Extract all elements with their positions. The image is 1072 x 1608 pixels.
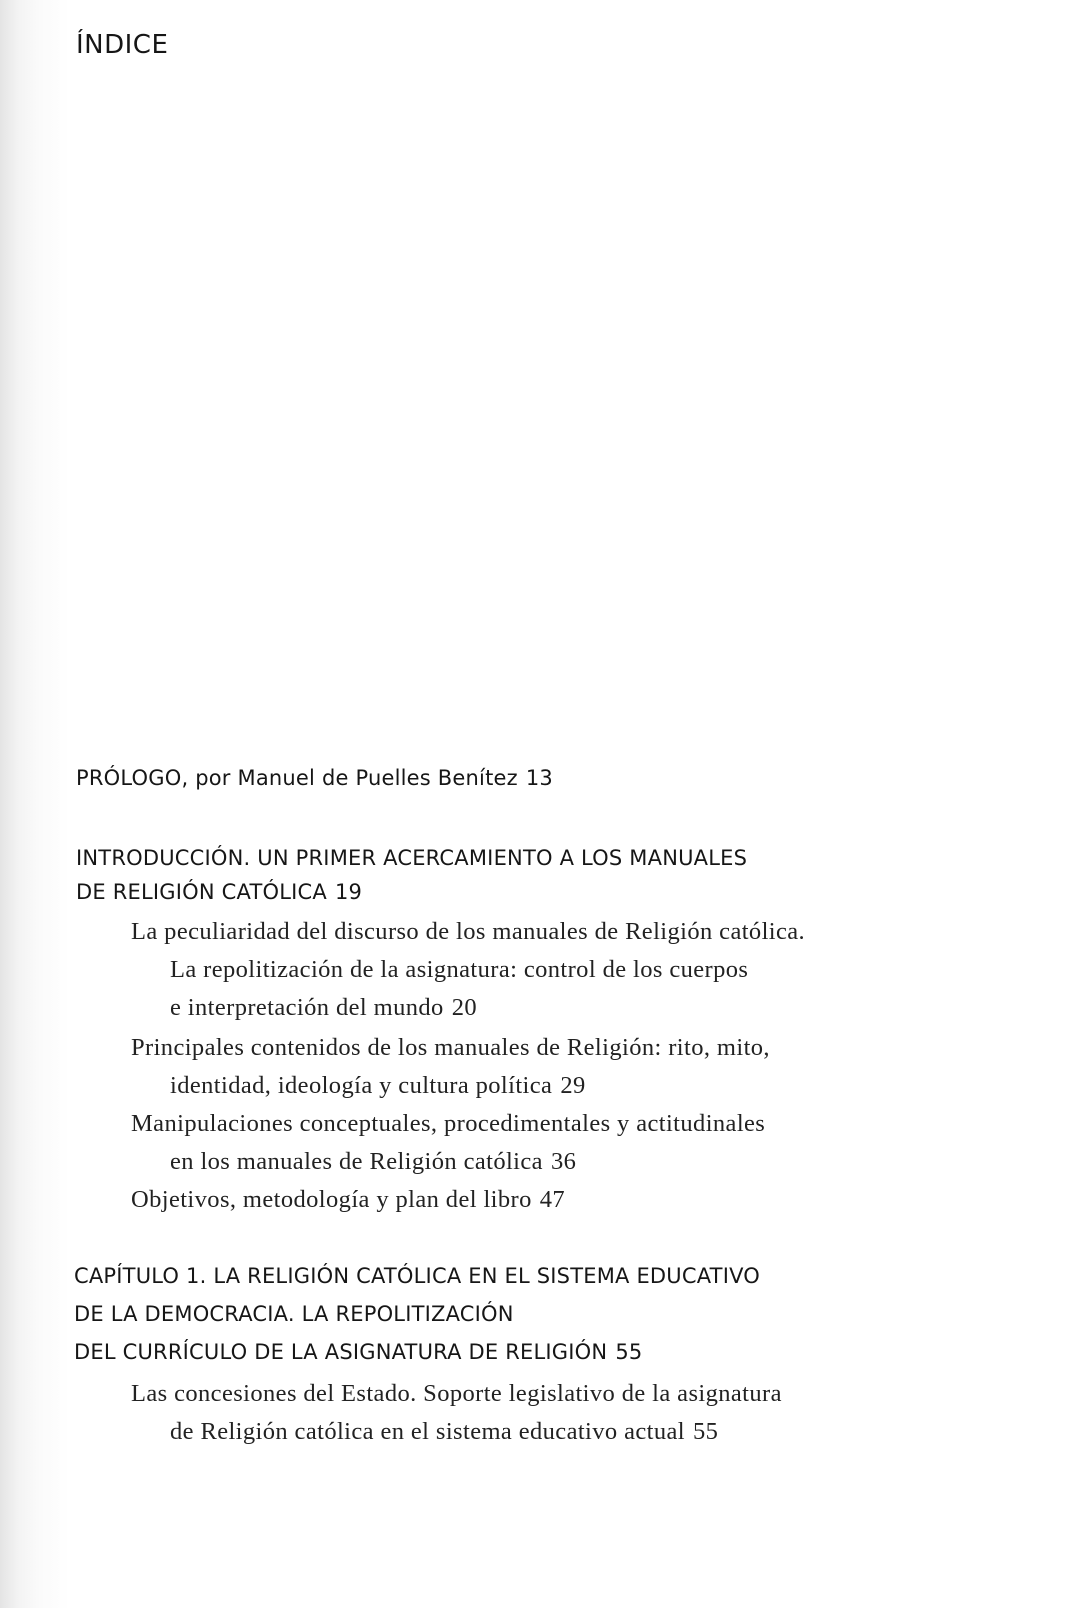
toc-subentry-manipulaciones-line1 xyxy=(131,1110,765,1138)
toc-entry-text: INTRODUCCIÓN. UN PRIMER ACERCAMIENTO A LOS MANUALES xyxy=(76,846,748,870)
toc-page-number: 47 xyxy=(539,1186,566,1213)
toc-subentry-text: La peculiaridad del discurso de los manuales de Religión católica. xyxy=(131,918,806,945)
toc-page-number: 29 xyxy=(560,1072,586,1099)
toc-subentry-contenidos-line1 xyxy=(131,1034,770,1062)
toc-subentry-peculiaridad-line1 xyxy=(131,918,805,946)
toc-page-number: 13 xyxy=(525,766,553,790)
toc-subentry-text: Manipulaciones conceptuales, procedimentales y actitudinales xyxy=(131,1110,766,1137)
toc-entry-introduccion-line1 xyxy=(76,846,747,870)
toc-subentry-peculiaridad-line2 xyxy=(170,956,748,984)
toc-entry-text: DE RELIGIÓN CATÓLICA xyxy=(76,880,327,904)
toc-subentry-objetivos xyxy=(131,1186,565,1214)
toc-page-number: 19 xyxy=(334,880,363,904)
toc-subentry-text: en los manuales de Religión católica xyxy=(170,1148,543,1175)
toc-entry-prologo xyxy=(76,766,553,790)
toc-entry-text: CAPÍTULO 1. LA RELIGIÓN CATÓLICA EN EL SISTEMA EDUCATIVO xyxy=(74,1264,761,1288)
toc-page-number: 55 xyxy=(615,1340,643,1364)
toc-page-number: 20 xyxy=(451,994,477,1021)
toc-subentry-peculiaridad-line3 xyxy=(170,994,477,1022)
toc-subentry-text: de Religión católica en el sistema educativo actual xyxy=(170,1418,685,1445)
toc-subentry-concesiones-line2 xyxy=(170,1418,718,1446)
toc-entry-introduccion-line2 xyxy=(76,880,362,904)
toc-entry-text: DE LA DEMOCRACIA. LA REPOLITIZACIÓN xyxy=(74,1302,514,1326)
toc-subentry-text: identidad, ideología y cultura política xyxy=(170,1072,553,1099)
toc-entry-capitulo1-line2 xyxy=(74,1302,514,1326)
toc-entry-capitulo1-line1 xyxy=(74,1264,760,1288)
toc-subentry-manipulaciones-line2 xyxy=(170,1148,576,1176)
page-title: ÍNDICE xyxy=(76,30,169,60)
toc-subentry-text: e interpretación del mundo xyxy=(170,994,444,1021)
toc-subentry-text: Objetivos, metodología y plan del libro xyxy=(131,1186,532,1213)
toc-entry-text: PRÓLOGO, por Manuel de Puelles Benítez xyxy=(76,766,518,790)
toc-subentry-text: Las concesiones del Estado. Soporte legislativo de la asignatura xyxy=(131,1380,782,1407)
toc-subentry-concesiones-line1 xyxy=(131,1380,782,1408)
toc-entry-text: DEL CURRÍCULO DE LA ASIGNATURA DE RELIGIÓN xyxy=(74,1340,608,1364)
toc-entry-capitulo1-line3 xyxy=(74,1340,642,1364)
toc-page-number: 36 xyxy=(550,1148,577,1175)
toc-subentry-text: La repolitización de la asignatura: control de los cuerpos xyxy=(170,956,749,983)
toc-subentry-contenidos-line2 xyxy=(170,1072,586,1100)
toc-page-number: 55 xyxy=(692,1418,719,1445)
toc-subentry-text: Principales contenidos de los manuales de Religión: rito, mito, xyxy=(131,1034,770,1061)
